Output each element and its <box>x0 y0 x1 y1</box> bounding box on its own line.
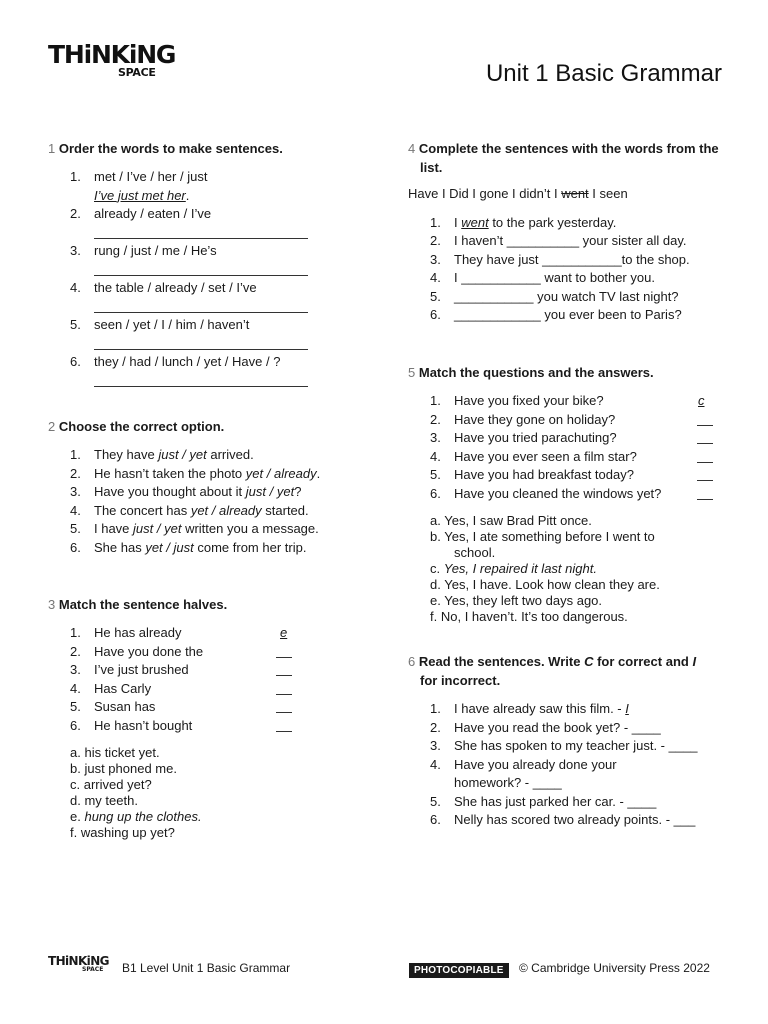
item-number: 3. <box>430 430 441 445</box>
option-letter: d. <box>70 793 81 808</box>
option-text: No, I haven’t. It’s too dangerous. <box>440 609 628 624</box>
option-item <box>430 561 728 577</box>
item-number: 5. <box>430 793 441 809</box>
item-text[interactable]: ____________ you ever been to Paris? <box>454 307 682 322</box>
list-item <box>48 624 348 643</box>
footer-logo-sub: SPACE <box>82 966 104 973</box>
section-1 <box>48 139 348 390</box>
list-item <box>408 719 733 738</box>
item-answer: I’ve just met her <box>94 187 186 203</box>
answer-line[interactable] <box>94 298 308 313</box>
section-title-text: Order the words to make sentences. <box>58 141 283 156</box>
item-number: 3. <box>70 484 81 499</box>
section-number: 2 <box>48 419 56 434</box>
list-item <box>408 448 728 467</box>
option-letter: f. <box>70 825 78 840</box>
section-title-text: Match the questions and the answers. <box>418 365 654 380</box>
match-blank[interactable] <box>276 657 292 658</box>
list-item <box>48 316 348 353</box>
option-choice[interactable]: just / yet <box>245 484 295 499</box>
option-text: Yes, I ate something before I went to <box>444 529 655 544</box>
match-blank[interactable] <box>276 731 292 732</box>
list-item <box>48 446 358 465</box>
section-3-options <box>48 745 348 841</box>
list-item <box>48 698 348 717</box>
item-text: Have they gone on holiday? <box>454 411 616 427</box>
list-item <box>408 411 728 430</box>
match-blank[interactable] <box>697 499 713 500</box>
item-text: I have already saw this film. - <box>454 701 626 716</box>
thinking-space-logo <box>48 42 198 82</box>
list-item <box>48 242 348 279</box>
list-item <box>408 429 728 448</box>
list-item <box>408 288 728 307</box>
word-list <box>408 185 728 204</box>
page-title: Unit 1 Basic Grammar <box>485 60 722 87</box>
item-number: 4. <box>430 756 441 772</box>
list-item <box>408 214 728 233</box>
item-number: 6. <box>430 307 441 322</box>
list-item <box>48 353 348 390</box>
option-text: just phoned me. <box>84 761 177 776</box>
list-item <box>408 737 733 756</box>
section-2-title <box>48 417 358 436</box>
section-title-code: I <box>692 654 697 669</box>
option-letter: c. <box>430 561 441 576</box>
item-text[interactable]: She has spoken to my teacher just. - ____ <box>454 738 698 753</box>
item-answer: went <box>461 214 489 230</box>
section-3 <box>48 595 348 841</box>
list-item <box>48 680 348 699</box>
list-item <box>48 539 358 558</box>
list-item <box>48 661 348 680</box>
option-letter: e. <box>70 809 81 824</box>
answer-line[interactable] <box>94 372 308 387</box>
item-text-continued[interactable]: homework? - ____ <box>454 775 562 790</box>
option-item <box>430 593 728 609</box>
item-text: seen / yet / I / him / haven’t <box>94 317 250 332</box>
photocopiable-badge <box>409 960 509 978</box>
option-letter: d. <box>430 577 441 592</box>
match-blank[interactable] <box>697 425 713 426</box>
option-text: his ticket yet. <box>84 745 160 760</box>
item-text: arrived. <box>206 447 254 462</box>
footer-logo <box>48 955 120 977</box>
option-choice[interactable]: yet / already <box>245 465 317 481</box>
section-6 <box>408 652 733 830</box>
word-list-text: I seen <box>588 186 628 201</box>
answer-line[interactable] <box>94 261 308 276</box>
section-6-title <box>408 652 733 690</box>
list-item <box>408 793 733 812</box>
list-item <box>48 279 348 316</box>
section-1-list <box>48 168 348 390</box>
list-item <box>408 466 728 485</box>
option-text: Yes, I saw Brad Pitt once. <box>444 513 592 528</box>
list-item <box>48 483 358 502</box>
item-text: Have you done the <box>94 643 204 659</box>
section-5-options <box>408 513 728 625</box>
item-number: 2. <box>430 719 441 735</box>
item-number: 4. <box>70 680 81 696</box>
match-blank[interactable] <box>697 462 713 463</box>
item-text: The concert has <box>94 502 191 518</box>
footer-level: B1 Level Unit 1 Basic Grammar <box>122 961 291 975</box>
list-item <box>408 485 728 504</box>
section-title-text: Complete the sentences with the words from the list. <box>418 141 719 175</box>
item-number: 2. <box>70 643 81 659</box>
section-4-title <box>408 139 728 177</box>
photocopiable-label: PHOTOCOPIABLE <box>409 963 509 978</box>
item-text: He hasn’t taken the photo <box>94 465 246 481</box>
option-item <box>430 513 728 529</box>
item-text: Susan has <box>94 699 156 714</box>
section-title-text: Match the sentence halves. <box>58 597 228 612</box>
match-blank[interactable] <box>697 480 713 481</box>
answer-line[interactable] <box>94 224 308 239</box>
item-text: Have you ever seen a film star? <box>454 448 637 464</box>
section-5-list <box>408 392 728 503</box>
item-text: He has already <box>94 625 182 640</box>
item-number: 1. <box>430 214 441 230</box>
list-item <box>48 205 348 242</box>
item-text: Have you already done your <box>454 756 617 772</box>
item-number: 4. <box>430 448 441 464</box>
item-text[interactable]: Have you read the book yet? - ____ <box>454 719 661 735</box>
item-text: Have you tried parachuting? <box>454 430 617 445</box>
item-number: 3. <box>430 738 441 753</box>
section-title-text: Read the sentences. Write <box>418 654 585 669</box>
item-text[interactable]: ___________ you watch TV last night? <box>454 288 679 304</box>
list-item <box>408 811 733 830</box>
item-number: 6. <box>430 812 441 827</box>
option-item <box>430 609 728 625</box>
section-title-text: for correct and <box>593 654 693 669</box>
answer-line[interactable] <box>94 335 308 350</box>
option-item <box>430 529 728 561</box>
footer-copyright: © Cambridge University Press 2022 <box>519 961 710 975</box>
item-text: rung / just / me / He’s <box>94 243 217 258</box>
item-text: Has Carly <box>94 680 152 696</box>
option-choice[interactable]: yet / already <box>190 502 262 518</box>
option-item <box>70 745 348 761</box>
item-number: 2. <box>430 233 441 248</box>
item-number: 4. <box>70 280 81 295</box>
option-letter: f. <box>430 609 438 624</box>
item-number: 5. <box>70 699 81 714</box>
section-4 <box>408 139 728 325</box>
item-text[interactable]: I ___________ want to bother you. <box>454 270 655 285</box>
item-text: ? <box>294 484 302 499</box>
item-text: . <box>316 465 321 481</box>
option-item <box>70 809 348 825</box>
list-item <box>408 392 728 411</box>
item-number: 6. <box>70 354 81 369</box>
section-number: 5 <box>408 365 416 380</box>
list-item <box>48 168 348 205</box>
list-item <box>48 717 348 736</box>
section-number: 3 <box>48 597 56 612</box>
option-text: Yes, I have. Look how clean they are. <box>444 577 660 592</box>
option-letter: c. <box>70 777 81 792</box>
word-list-text: Have I Did I gone I didn’t I <box>408 186 562 201</box>
item-text: already / eaten / I’ve <box>94 206 212 221</box>
option-letter: a. <box>430 513 441 528</box>
item-text: the table / already / set / I’ve <box>94 280 257 295</box>
item-number: 1. <box>70 447 81 462</box>
option-item <box>70 825 348 841</box>
option-choice[interactable]: yet / just <box>145 539 194 555</box>
item-number: 1. <box>70 169 81 184</box>
option-letter: b. <box>70 761 81 776</box>
option-text: arrived yet? <box>83 777 152 792</box>
option-text: Yes, they left two days ago. <box>444 593 603 608</box>
item-number: 5. <box>430 467 441 482</box>
option-text-continued: school. <box>454 545 496 560</box>
item-number: 6. <box>430 485 441 501</box>
match-blank[interactable] <box>276 675 292 676</box>
item-answer: I <box>625 701 629 716</box>
option-choice[interactable]: just / yet <box>158 447 207 462</box>
list-item <box>48 643 348 662</box>
item-number: 2. <box>430 411 441 427</box>
option-choice[interactable]: just / yet <box>133 521 182 536</box>
item-number: 6. <box>70 539 81 555</box>
item-text: Have you had breakfast today? <box>454 467 634 482</box>
list-item <box>408 306 728 325</box>
list-item <box>48 465 358 484</box>
footer-logo-main: THiNKiNG <box>48 954 109 968</box>
match-blank[interactable] <box>276 712 292 713</box>
option-text: washing up yet? <box>80 825 175 840</box>
item-text: met / I’ve / her / just <box>94 169 208 184</box>
item-text[interactable]: She has just parked her car. - ____ <box>454 793 657 809</box>
list-item <box>408 269 728 288</box>
section-title-text: for incorrect. <box>420 673 501 688</box>
match-answer: c <box>698 393 705 408</box>
logo-main-text: THiNKiNG <box>48 40 176 69</box>
section-4-list <box>408 214 728 325</box>
option-item <box>70 777 348 793</box>
item-text: Have you cleaned the windows yet? <box>454 485 662 501</box>
item-text: He hasn’t bought <box>94 717 193 733</box>
section-title-text: Choose the correct option. <box>58 419 225 434</box>
section-5-title <box>408 363 728 382</box>
match-blank[interactable] <box>697 443 713 444</box>
item-number: 2. <box>70 465 81 481</box>
list-item <box>48 502 358 521</box>
section-5 <box>408 363 728 625</box>
item-text: come from her trip. <box>193 539 307 555</box>
word-list-used: went <box>561 186 589 201</box>
item-text[interactable]: I haven’t __________ your sister all day. <box>454 233 687 248</box>
section-6-list <box>408 700 733 830</box>
list-item <box>48 520 358 539</box>
section-2 <box>48 417 358 557</box>
section-number: 6 <box>408 654 416 669</box>
section-3-title <box>48 595 348 614</box>
section-3-list <box>48 624 348 735</box>
item-number: 1. <box>430 393 441 408</box>
item-text: written you a message. <box>181 521 319 536</box>
list-item <box>408 700 733 719</box>
option-text: hung up the clothes. <box>84 809 202 824</box>
item-text: They have <box>94 447 159 462</box>
item-number: 5. <box>70 521 81 536</box>
item-text: to the park yesterday. <box>488 214 617 230</box>
section-title-code: C <box>584 654 594 669</box>
option-letter: a. <box>70 745 81 760</box>
item-text: they / had / lunch / yet / Have / ? <box>94 354 281 369</box>
option-item <box>70 793 348 809</box>
list-item <box>408 756 733 793</box>
item-number: 3. <box>70 662 81 677</box>
section-number: 1 <box>48 141 56 156</box>
item-text: I <box>454 214 462 230</box>
item-suffix: . <box>185 187 190 203</box>
item-number: 2. <box>70 206 81 221</box>
item-number: 5. <box>70 317 81 332</box>
option-letter: b. <box>430 529 441 544</box>
item-number: 4. <box>430 270 441 285</box>
item-text[interactable]: They have just ___________to the shop. <box>454 251 690 267</box>
section-1-title <box>48 139 348 158</box>
item-number: 6. <box>70 717 81 733</box>
option-letter: e. <box>430 593 441 608</box>
item-number: 3. <box>430 251 441 267</box>
item-text: Have you thought about it <box>94 484 246 499</box>
item-number: 4. <box>70 502 81 518</box>
item-number: 5. <box>430 288 441 304</box>
section-number: 4 <box>408 141 416 156</box>
option-text: my teeth. <box>84 793 138 808</box>
item-text: I have <box>94 521 134 536</box>
item-number: 1. <box>430 701 441 716</box>
item-text: started. <box>261 502 309 518</box>
option-text: Yes, I repaired it last night. <box>443 561 597 576</box>
option-item <box>70 761 348 777</box>
item-number: 1. <box>70 625 81 640</box>
match-answer: e <box>280 625 288 640</box>
match-blank[interactable] <box>276 694 292 695</box>
list-item <box>408 232 728 251</box>
item-text: Have you fixed your bike? <box>454 393 604 408</box>
item-text: She has <box>94 539 146 555</box>
logo-sub-text: SPACE <box>118 66 156 79</box>
item-text[interactable]: Nelly has scored two already points. - ___ <box>454 812 696 827</box>
item-text: I’ve just brushed <box>94 662 189 677</box>
section-2-list <box>48 446 358 557</box>
item-number: 3. <box>70 243 81 258</box>
list-item <box>408 251 728 270</box>
option-item <box>430 577 728 593</box>
